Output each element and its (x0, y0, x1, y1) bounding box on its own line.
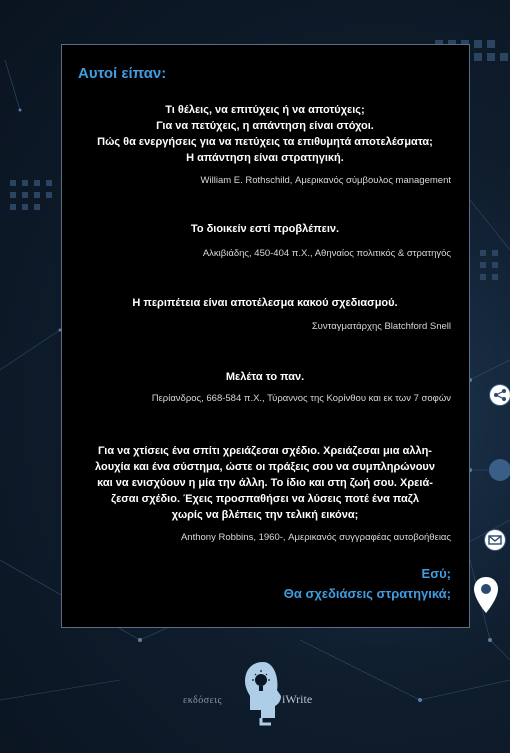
quote-author: Anthony Robbins, 1960-, Αμερικανός συγγραφέας αυτοβοήθειας (180, 532, 451, 543)
map-pin-icon (472, 575, 500, 615)
quote-line: λουχία και ένα σύστημα, ώστε οι πράξεις σου να συμπληρώνουν (95, 461, 435, 473)
heading: Αυτοί είπαν: (78, 65, 167, 82)
quote-2 (76, 221, 454, 237)
quote-author: Περίανδρος, 668-584 π.Χ., Τύραννος της Κορίνθου και εκ των 7 σοφών (151, 393, 451, 404)
quote-5 (76, 443, 454, 523)
quote-line: Πώς θα ενεργήσεις για να πετύχεις τα επιθυμητά αποτελέσματα; (97, 136, 433, 148)
quote-line: χωρίς να βλέπεις την τελική εικόνα; (171, 509, 359, 521)
publisher-label: εκδόσεις (183, 695, 222, 706)
quote-4 (76, 369, 454, 385)
quote-line: ζεσαι σχέδιο. Έχεις προσπαθήσει να λύσεις ποτέ ένα παζλ (111, 493, 419, 505)
quote-line: και να ενισχύουν η μία την άλλη. Το ίδιο και στη ζωή σου. Χρειά- (97, 477, 433, 489)
quote-line: Μελέτα το παν. (225, 371, 305, 383)
quote-line: Για να χτίσεις ένα σπίτι χρειάζεσαι σχέδιο. Χρειάζεσαι μια αλλη- (98, 445, 432, 457)
quote-line: Το διοικείν εστί προβλέπειν. (190, 223, 340, 235)
closing-question (284, 564, 451, 604)
quotes-panel (61, 44, 470, 628)
quote-1 (76, 102, 454, 166)
quote-author: William E. Rothschild, Αμερικανός σύμβουλος management (200, 175, 451, 186)
share-icon (489, 384, 510, 406)
mail-icon (484, 529, 506, 551)
quote-author: Αλκιβιάδης, 450-404 π.Χ., Αθηναίος πολιτικός & στρατηγός (202, 248, 451, 259)
closing-line: Θα σχεδιάσεις στρατηγικά; (283, 586, 451, 601)
closing-line: Εσύ; (421, 566, 451, 581)
publisher-brand: iWrite (282, 692, 313, 706)
head-lightbulb-logo (241, 660, 285, 726)
quote-line: Η απάντηση είναι στρατηγική. (186, 152, 344, 164)
quote-3 (76, 295, 454, 311)
quote-line: Η περιπέτεια είναι αποτέλεσμα κακού σχεδιασμού. (132, 297, 398, 309)
quote-line: Τι θέλεις, να επιτύχεις ή να αποτύχεις; (165, 104, 365, 116)
quote-line: Για να πετύχεις, η απάντηση είναι στόχοι. (156, 120, 374, 132)
quote-author: Συνταγματάρχης Blatchford Snell (311, 321, 451, 332)
